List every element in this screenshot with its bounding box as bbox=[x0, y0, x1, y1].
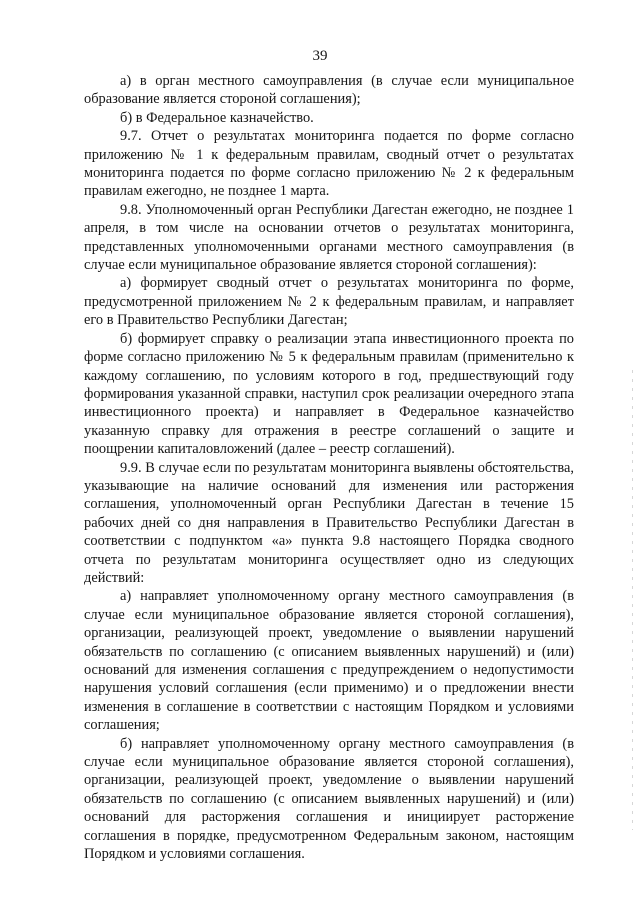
paragraph-9-8-item-a: а) формирует сводный отчет о результатах мониторинга по форме, предусмотренной приложением № 2 к федеральным правилам, и направляет его в Правительство Республики Дагестан; bbox=[84, 275, 574, 329]
paragraph-item-b-federal-treasury: б) в Федеральное казначейство. bbox=[120, 109, 314, 126]
paragraph-9-9: 9.9. В случае если по результатам мониторинга выявлены обстоятельства, указывающие на наличие оснований для изменения или расторжения соглашения, уполномоченный орган Республики Дагестан в течение 15 рабочих дней со дня направления в Правительство Республики Дагестан в соответствии с подпунктом «а» пункта 9.8 настоящего Порядка сводного отчета по результатам мониторинга осуществляет одно из следующих действий: bbox=[84, 459, 574, 586]
paragraph-9-9-item-a: а) направляет уполномоченному органу местного самоуправления (в случае если муниципальное образование является стороной соглашения), организации, реализующей проект, уведомление о выявлении нарушений обязательств по соглашению (с описанием выявленных нарушений) и (или) оснований для изменения соглашения с предупреждением о недопустимости нарушения условий соглашения (если применимо) и о предложении внести изменения в соглашение в соответствии с настоящим Порядком и условиями соглашения; bbox=[84, 588, 574, 734]
document-body bbox=[84, 72, 574, 863]
paragraph-9-8-item-b: б) формирует справку о реализации этапа инвестиционного проекта по форме согласно приложению № 5 к федеральным правилам (применительно к каждому соглашению, по условиям которого в год, предшествующий году формирования указанной справки, наступил срок реализации очередного этапа инвестиционного проекта) и направляет в Федеральное казначейство указанную справку для отражения в реестре соглашений о защите и поощрении капиталовложений (далее – реестр соглашений). bbox=[84, 330, 574, 458]
paragraph-9-9-item-b: б) направляет уполномоченному органу местного самоуправления (в случае если муниципальное образование является стороной соглашения), организации, реализующей проект, уведомление о выявлении нарушений обязательств по соглашению (с описанием выявленных нарушений) и (или) оснований для расторжения соглашения и инициирует расторжение соглашения в порядке, предусмотренном Федеральным законом, настоящим Порядком и условиями соглашения. bbox=[84, 735, 574, 863]
paragraph-9-8: 9.8. Уполномоченный орган Республики Дагестан ежегодно, не позднее 1 апреля, в том числе на основании отчетов о результатах мониторинга, представленных уполномоченными органами местного самоуправления (в случае если муниципальное образование является стороной соглашения): bbox=[84, 201, 574, 274]
paragraph-9-7: 9.7. Отчет о результатах мониторинга подается по форме согласно приложению № 1 к федеральным правилам, сводный отчет о результатах мониторинга подается по форме согласно приложению № 2 к федеральным правилам ежегодно, не позднее 1 марта. bbox=[84, 128, 574, 200]
page-number: 39 bbox=[312, 48, 328, 64]
paragraph-item-a-local-government: а) в орган местного самоуправления (в случае если муниципальное образование является стороной соглашения); bbox=[84, 73, 574, 108]
scan-edge-mark bbox=[632, 370, 633, 830]
